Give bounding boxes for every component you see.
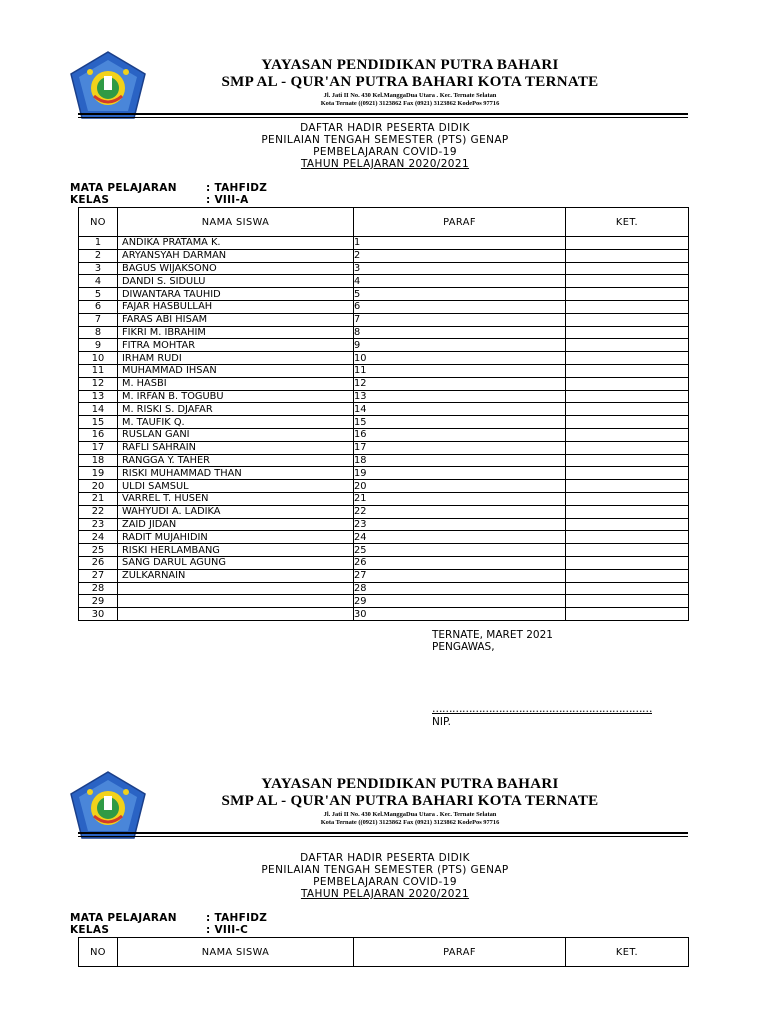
- signature-cell[interactable]: 11: [354, 364, 566, 377]
- address-line-1: Jl. Jati II No. 430 Kel.ManggaDua Utara . Kec. Ternate Selatan: [323, 92, 497, 99]
- signature-cell[interactable]: 15: [354, 416, 566, 429]
- remarks-cell[interactable]: [566, 237, 689, 250]
- remarks-cell[interactable]: [566, 492, 689, 505]
- student-name: RUSLAN GANI: [118, 428, 354, 441]
- table-row: [79, 352, 689, 365]
- table-row: [79, 237, 689, 250]
- subject-label: MATA PELAJARAN: [70, 912, 177, 924]
- col-no-header: NO: [79, 938, 118, 967]
- table-header-row: [79, 208, 689, 237]
- remarks-cell[interactable]: [566, 352, 689, 365]
- remarks-cell[interactable]: [566, 428, 689, 441]
- row-number: 2: [79, 249, 118, 262]
- signature-cell[interactable]: 13: [354, 390, 566, 403]
- class-label: KELAS: [70, 194, 110, 206]
- student-name: MUHAMMAD IHSAN: [118, 364, 354, 377]
- table-row: [79, 531, 689, 544]
- remarks-cell[interactable]: [566, 403, 689, 416]
- col-ket-header: KET.: [566, 938, 689, 967]
- row-number: 11: [79, 364, 118, 377]
- row-number: 15: [79, 416, 118, 429]
- signature-cell[interactable]: 3: [354, 262, 566, 275]
- row-number: 18: [79, 454, 118, 467]
- row-number: 20: [79, 480, 118, 493]
- signature-cell[interactable]: 25: [354, 544, 566, 557]
- doc-title-4: TAHUN PELAJARAN 2020/2021: [300, 158, 470, 170]
- student-name: FAJAR HASBULLAH: [118, 300, 354, 313]
- doc-title-2: PENILAIAN TENGAH SEMESTER (PTS) GENAP: [261, 134, 509, 146]
- header-divider: [78, 832, 688, 834]
- col-paraf-header: PARAF: [354, 938, 566, 967]
- table-row: [79, 275, 689, 288]
- student-name: FITRA MOHTAR: [118, 339, 354, 352]
- remarks-cell[interactable]: [566, 416, 689, 429]
- signature-cell[interactable]: 6: [354, 300, 566, 313]
- subject-value: : TAHFIDZ: [206, 912, 268, 924]
- row-number: 9: [79, 339, 118, 352]
- student-name: BAGUS WIJAKSONO: [118, 262, 354, 275]
- signature-cell[interactable]: 9: [354, 339, 566, 352]
- signature-cell[interactable]: 2: [354, 249, 566, 262]
- doc-title-1: DAFTAR HADIR PESERTA DIDIK: [300, 852, 470, 864]
- remarks-cell[interactable]: [566, 377, 689, 390]
- place-date: TERNATE, MARET 2021: [432, 629, 553, 641]
- school-logo: [68, 50, 148, 122]
- signature-cell[interactable]: 8: [354, 326, 566, 339]
- student-name: WAHYUDI A. LADIKA: [118, 505, 354, 518]
- student-name: M. TAUFIK Q.: [118, 416, 354, 429]
- signature-cell[interactable]: 14: [354, 403, 566, 416]
- table-row: [79, 339, 689, 352]
- student-name: FIKRI M. IBRAHIM: [118, 326, 354, 339]
- remarks-cell[interactable]: [566, 364, 689, 377]
- table-row: [79, 288, 689, 301]
- signature-line: …………………………………………………………: [432, 703, 652, 715]
- table-row: [79, 428, 689, 441]
- student-name: SANG DARUL AGUNG: [118, 556, 354, 569]
- signature-cell[interactable]: 7: [354, 313, 566, 326]
- row-number: 10: [79, 352, 118, 365]
- row-number: 30: [79, 608, 118, 621]
- student-name: [118, 608, 354, 621]
- remarks-cell[interactable]: [566, 275, 689, 288]
- row-number: 3: [79, 262, 118, 275]
- student-name: RADIT MUJAHIDIN: [118, 531, 354, 544]
- subject-row: [70, 182, 267, 194]
- table-row: [79, 544, 689, 557]
- signature-cell[interactable]: 17: [354, 441, 566, 454]
- row-number: 5: [79, 288, 118, 301]
- table-row: [79, 390, 689, 403]
- student-name: IRHAM RUDI: [118, 352, 354, 365]
- remarks-cell[interactable]: [566, 454, 689, 467]
- remarks-cell[interactable]: [566, 441, 689, 454]
- signature-cell[interactable]: 4: [354, 275, 566, 288]
- remarks-cell[interactable]: [566, 544, 689, 557]
- table-row: [79, 403, 689, 416]
- signature-cell[interactable]: 29: [354, 595, 566, 608]
- col-name-header: NAMA SISWA: [118, 938, 354, 967]
- row-number: 12: [79, 377, 118, 390]
- class-value: : VIII-C: [206, 924, 249, 936]
- remarks-cell[interactable]: [566, 390, 689, 403]
- col-name-header: NAMA SISWA: [118, 208, 354, 237]
- remarks-cell[interactable]: [566, 262, 689, 275]
- doc-title-1: DAFTAR HADIR PESERTA DIDIK: [300, 122, 470, 134]
- attendance-table: [78, 207, 689, 621]
- signature-cell[interactable]: 28: [354, 582, 566, 595]
- signature-cell[interactable]: 18: [354, 454, 566, 467]
- subject-value: : TAHFIDZ: [206, 182, 268, 194]
- remarks-cell[interactable]: [566, 518, 689, 531]
- student-name: FARAS ABI HISAM: [118, 313, 354, 326]
- row-number: 7: [79, 313, 118, 326]
- col-paraf-header: PARAF: [354, 208, 566, 237]
- student-name: [118, 582, 354, 595]
- address-line-2: Kota Ternate ((0921) 3123862 Fax (0921) 3123862 KodePos 97716: [320, 819, 500, 826]
- signature-cell[interactable]: 1: [354, 237, 566, 250]
- row-number: 19: [79, 467, 118, 480]
- student-name: M. RISKI S. DJAFAR: [118, 403, 354, 416]
- nip-label: NIP.: [432, 716, 451, 728]
- signature-cell[interactable]: 30: [354, 608, 566, 621]
- row-number: 26: [79, 556, 118, 569]
- class-value: : VIII-A: [206, 194, 249, 206]
- school-name: SMP AL - QUR'AN PUTRA BAHARI KOTA TERNATE: [221, 74, 599, 90]
- table-row: [79, 364, 689, 377]
- table-header-row: [79, 938, 689, 967]
- remarks-cell[interactable]: [566, 313, 689, 326]
- header-divider: [78, 113, 688, 115]
- class-label: KELAS: [70, 924, 110, 936]
- supervisor-label: PENGAWAS,: [432, 641, 495, 653]
- row-number: 17: [79, 441, 118, 454]
- table-row: [79, 249, 689, 262]
- row-number: 4: [79, 275, 118, 288]
- table-row: [79, 416, 689, 429]
- student-name: ZAID JIDAN: [118, 518, 354, 531]
- table-row: [79, 262, 689, 275]
- student-name: RAFLI SAHRAIN: [118, 441, 354, 454]
- remarks-cell[interactable]: [566, 300, 689, 313]
- row-number: 13: [79, 390, 118, 403]
- col-no-header: NO: [79, 208, 118, 237]
- remarks-cell[interactable]: [566, 608, 689, 621]
- address-line-2: Kota Ternate ((0921) 3123862 Fax (0921) 3123862 KodePos 97716: [320, 100, 500, 107]
- remarks-cell[interactable]: [566, 556, 689, 569]
- doc-title-3: PEMBELAJARAN COVID-19: [313, 876, 457, 888]
- address-line-1: Jl. Jati II No. 430 Kel.ManggaDua Utara . Kec. Ternate Selatan: [323, 811, 497, 818]
- row-number: 25: [79, 544, 118, 557]
- signature-cell[interactable]: 10: [354, 352, 566, 365]
- row-number: 8: [79, 326, 118, 339]
- signature-cell[interactable]: 5: [354, 288, 566, 301]
- table-row: [79, 454, 689, 467]
- remarks-cell[interactable]: [566, 531, 689, 544]
- student-name: [118, 595, 354, 608]
- doc-title-2: PENILAIAN TENGAH SEMESTER (PTS) GENAP: [261, 864, 509, 876]
- subject-row: [70, 912, 267, 924]
- remarks-cell[interactable]: [566, 288, 689, 301]
- table-row: [79, 300, 689, 313]
- signature-cell[interactable]: 19: [354, 467, 566, 480]
- signature-cell[interactable]: 23: [354, 518, 566, 531]
- student-name: ANDIKA PRATAMA K.: [118, 237, 354, 250]
- col-ket-header: KET.: [566, 208, 689, 237]
- doc-title-3: PEMBELAJARAN COVID-19: [313, 146, 457, 158]
- row-number: 23: [79, 518, 118, 531]
- remarks-cell[interactable]: [566, 326, 689, 339]
- row-number: 6: [79, 300, 118, 313]
- signature-cell[interactable]: 20: [354, 480, 566, 493]
- student-name: M. IRFAN B. TOGUBU: [118, 390, 354, 403]
- table-row: [79, 480, 689, 493]
- remarks-cell[interactable]: [566, 467, 689, 480]
- table-row: [79, 467, 689, 480]
- remarks-cell[interactable]: [566, 582, 689, 595]
- table-row: [79, 313, 689, 326]
- student-name: DIWANTARA TAUHID: [118, 288, 354, 301]
- foundation-name: YAYASAN PENDIDIKAN PUTRA BAHARI: [261, 776, 559, 792]
- class-row: [70, 924, 248, 936]
- student-name: RISKI HERLAMBANG: [118, 544, 354, 557]
- student-name: M. HASBI: [118, 377, 354, 390]
- signature-cell[interactable]: 22: [354, 505, 566, 518]
- student-name: RANGGA Y. TAHER: [118, 454, 354, 467]
- table-row: [79, 582, 689, 595]
- remarks-cell[interactable]: [566, 480, 689, 493]
- signature-cell[interactable]: 21: [354, 492, 566, 505]
- table-row: [79, 505, 689, 518]
- student-name: DANDI S. SIDULU: [118, 275, 354, 288]
- signature-cell[interactable]: 16: [354, 428, 566, 441]
- table-row: [79, 595, 689, 608]
- student-name: ZULKARNAIN: [118, 569, 354, 582]
- signature-cell[interactable]: 12: [354, 377, 566, 390]
- table-row: [79, 326, 689, 339]
- signature-cell[interactable]: 27: [354, 569, 566, 582]
- table-row: [79, 441, 689, 454]
- row-number: 21: [79, 492, 118, 505]
- table-row: [79, 556, 689, 569]
- student-name: RISKI MUHAMMAD THAN: [118, 467, 354, 480]
- header-divider-thin: [78, 836, 688, 837]
- student-name: ARYANSYAH DARMAN: [118, 249, 354, 262]
- row-number: 16: [79, 428, 118, 441]
- remarks-cell[interactable]: [566, 339, 689, 352]
- student-name: ULDI SAMSUL: [118, 480, 354, 493]
- foundation-name: YAYASAN PENDIDIKAN PUTRA BAHARI: [261, 57, 559, 73]
- row-number: 14: [79, 403, 118, 416]
- table-row: [79, 608, 689, 621]
- row-number: 29: [79, 595, 118, 608]
- table-row: [79, 569, 689, 582]
- table-row: [79, 377, 689, 390]
- subject-label: MATA PELAJARAN: [70, 182, 177, 194]
- signature-cell[interactable]: 26: [354, 556, 566, 569]
- row-number: 27: [79, 569, 118, 582]
- remarks-cell[interactable]: [566, 595, 689, 608]
- header-divider-thin: [78, 117, 688, 118]
- row-number: 24: [79, 531, 118, 544]
- school-name: SMP AL - QUR'AN PUTRA BAHARI KOTA TERNATE: [221, 793, 599, 809]
- table-row: [79, 492, 689, 505]
- row-number: 22: [79, 505, 118, 518]
- doc-title-4: TAHUN PELAJARAN 2020/2021: [300, 888, 470, 900]
- row-number: 1: [79, 237, 118, 250]
- remarks-cell[interactable]: [566, 569, 689, 582]
- class-row: [70, 194, 249, 206]
- row-number: 28: [79, 582, 118, 595]
- signature-cell[interactable]: 24: [354, 531, 566, 544]
- remarks-cell[interactable]: [566, 249, 689, 262]
- student-name: VARREL T. HUSEN: [118, 492, 354, 505]
- table-row: [79, 518, 689, 531]
- remarks-cell[interactable]: [566, 505, 689, 518]
- attendance-table: [78, 937, 689, 967]
